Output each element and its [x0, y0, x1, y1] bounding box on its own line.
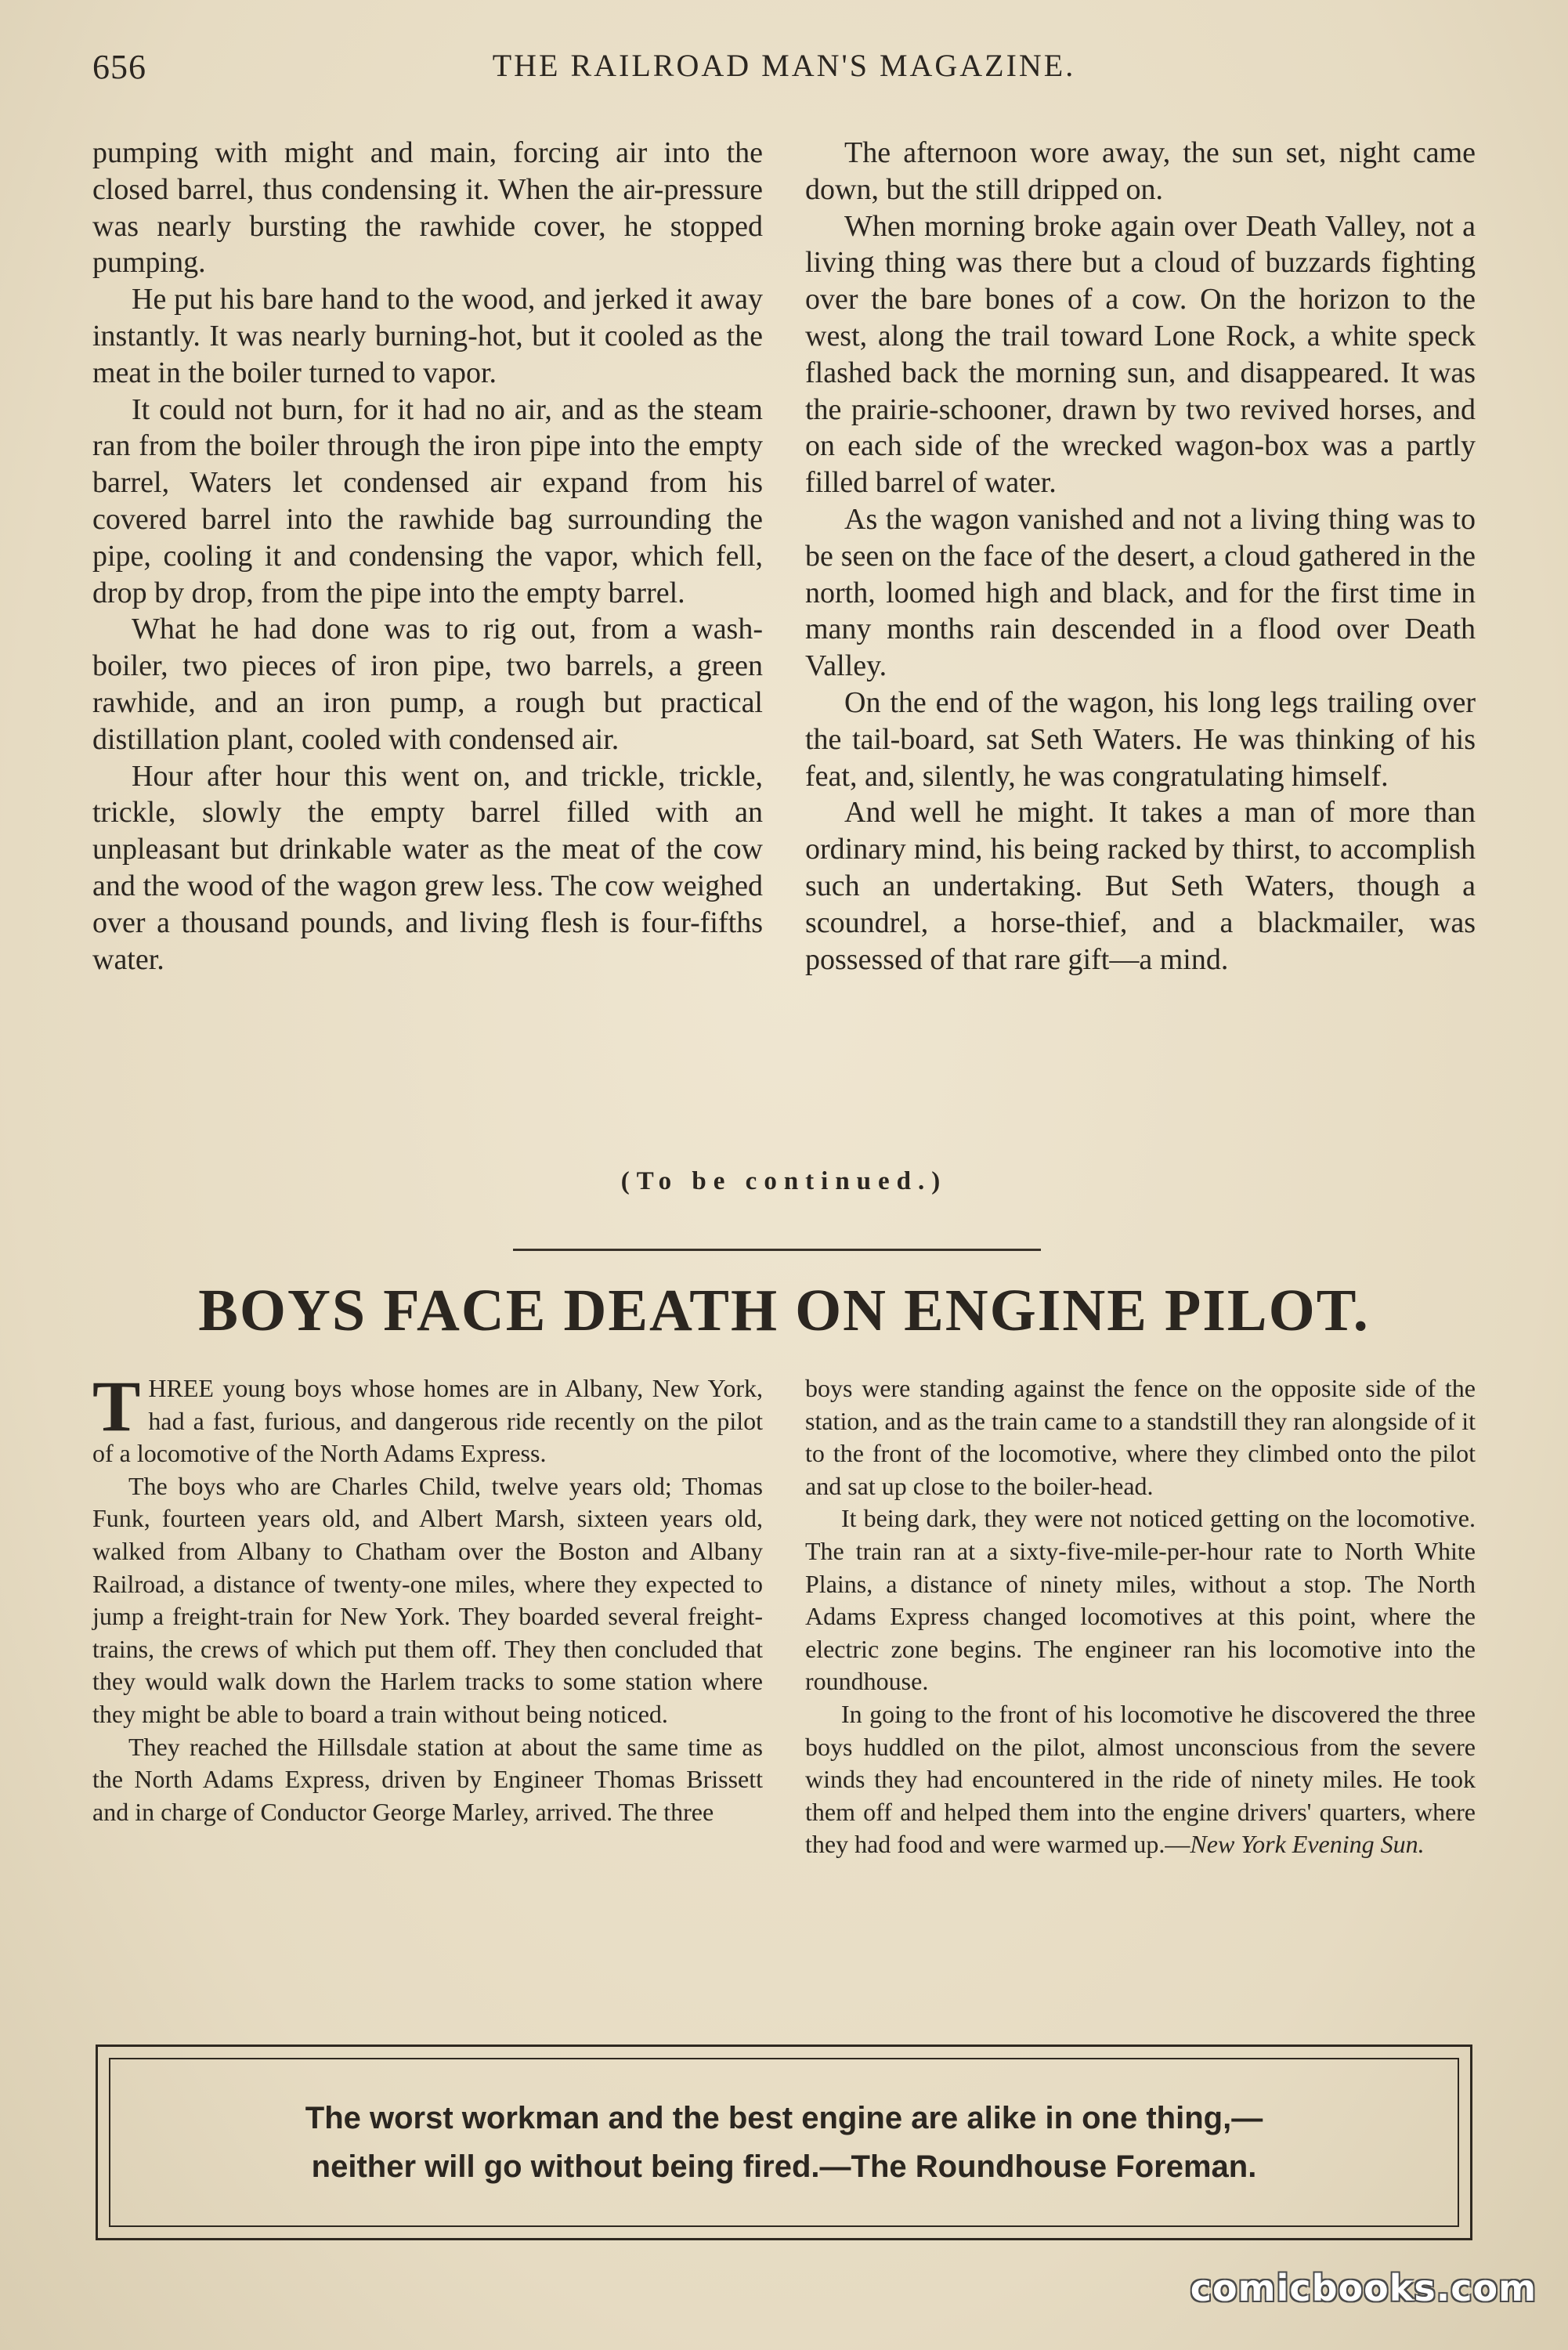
story-paragraph: Hour after hour this went on, and trickle, trickle, trickle, slowly the empty barrel filled with an unpleasant but drinkable water as the meat of the cow and the wood of the wagon grew less. The cow weighed over a thousand pounds, and living flesh is four-fifths water. — [92, 759, 763, 976]
page-header — [92, 47, 1476, 102]
story-paragraph: As the wagon vanished and not a living thing was to be seen on the face of the desert, a cloud gathered in the north, loomed high and black, and for the first time in many months rain descended in a flood over Death Valley. — [805, 502, 1476, 683]
article-paragraph — [805, 1698, 1476, 1861]
source-credit: New York Evening Sun. — [1190, 1830, 1425, 1859]
article-left-column — [92, 1366, 763, 1861]
quote-line-2: neither will go without being fired.—The Roundhouse Foreman. — [311, 2149, 1257, 2184]
quote-line-1: The worst workman and the best engine are alike in one thing,— — [305, 2101, 1263, 2135]
page-number: 656 — [92, 48, 146, 86]
article-paragraph: It being dark, they were not noticed getting on the locomotive. The train ran at a sixty-five-mile-per-hour rate to North White Plains, a distance of ninety miles, without a stop. The North Adams Express changed locomotives at this point, where the electric zone begins. The engineer ran his locomotive into the roundhouse. — [805, 1504, 1476, 1696]
story-paragraph: When morning broke again over Death Valley, not a living thing was there but a cloud of buzzards fighting over the bare bones of a cow. On the horizon to the west, along the trail toward Lone Rock, a white speck flashed back the morning sun, and disappeared. It was the prairie-schooner, drawn by two revived horses, and on each side of the wrecked wagon-box was a partly filled barrel of water. — [805, 209, 1476, 500]
closing-text: In going to the front of his locomotive he discovered the three boys huddled on the pilot, almost unconscious from the severe winds they had encountered in the ride of ninety miles. He took them off and helped them into the engine drivers' quarters, where they had food and were warmed up.— — [805, 1699, 1476, 1859]
article-headline: BOYS FACE DEATH ON ENGINE PILOT. — [198, 1278, 1370, 1343]
article-columns — [92, 1366, 1476, 1861]
quote-box-inner — [109, 2058, 1459, 2227]
running-title: THE RAILROAD MAN'S MAGAZINE. — [492, 48, 1076, 83]
story-paragraph: And well he might. It takes a man of more than ordinary mind, his being racked by thirst, to accomplish such an undertaking. But Seth Waters, though a scoundrel, a horse-thief, and a blackmailer, was possessed of that rare gift—a mind. — [805, 796, 1476, 976]
story-paragraph: What he had done was to rig out, from a wash-boiler, two pieces of iron pipe, two barrels, a green rawhide, and an iron pump, a rough but practical distillation plant, cooled with condensed air. — [92, 613, 763, 756]
quote-box — [96, 2044, 1472, 2240]
section-divider — [513, 1249, 1041, 1251]
story-columns — [92, 135, 1476, 978]
article-paragraph: boys were standing against the fence on the opposite side of the station, and as the train came to a standstill they ran alongside of it to the front of the locomotive, where they climbed onto the pilot and sat up close to the boiler-head. — [805, 1374, 1476, 1500]
story-right-column — [805, 135, 1476, 978]
article-right-column — [805, 1372, 1476, 1861]
story-left-column — [92, 135, 763, 978]
story-paragraph: He put his bare hand to the wood, and jerked it away instantly. It was nearly burning-hot, but it cooled as the meat in the boiler turned to vapor. — [92, 283, 763, 389]
to-be-continued: (To be continued.) — [620, 1167, 948, 1195]
story-paragraph: It could not burn, for it had no air, and as the steam ran from the boiler through the iron pipe into the empty barrel, Waters let condensed air expand from his covered barrel into the rawhide bag surrounding the pipe, cooling it and condensing the vapor, which fell, drop by drop, from the pipe into the empty barrel. — [92, 392, 763, 609]
article-paragraph — [92, 1366, 763, 1470]
article-paragraph: The boys who are Charles Child, twelve years old; Thomas Funk, fourteen years old, and Albert Marsh, sixteen years old, walked from Albany to Chatham over the Boston and Albany Railroad, a distance of twenty-one miles, where they expected to jump a freight-train for New York. They boarded several freight-trains, the crews of which put them off. They then concluded that they would walk down the Harlem tracks to some station where they might be able to board a train without being noticed. — [92, 1471, 763, 1728]
watermark: comicbooks.com — [1190, 2267, 1537, 2309]
article-paragraph: They reached the Hillsdale station at about the same time as the North Adams Express, driven by Engineer Thomas Brissett and in charge of Conductor George Marley, arrived. The three — [92, 1732, 763, 1826]
drop-cap: T — [92, 1366, 141, 1446]
story-paragraph: On the end of the wagon, his long legs trailing over the tail-board, sat Seth Waters. He was thinking of his feat, and, silently, he was congratulating himself. — [805, 685, 1476, 793]
story-paragraph: The afternoon wore away, the sun set, night came down, but the still dripped on. — [805, 136, 1476, 206]
story-paragraph: pumping with might and main, forcing air into the closed barrel, thus condensing it. When the air-pressure was nearly bursting the rawhide cover, he stopped pumping. — [92, 136, 763, 280]
lead-text: young boys whose homes are in Albany, New York, had a fast, furious, and dangerous ride recently on the pilot of a locomotive of the North Adams Express. — [92, 1374, 763, 1468]
lead-word: HREE — [148, 1374, 214, 1402]
